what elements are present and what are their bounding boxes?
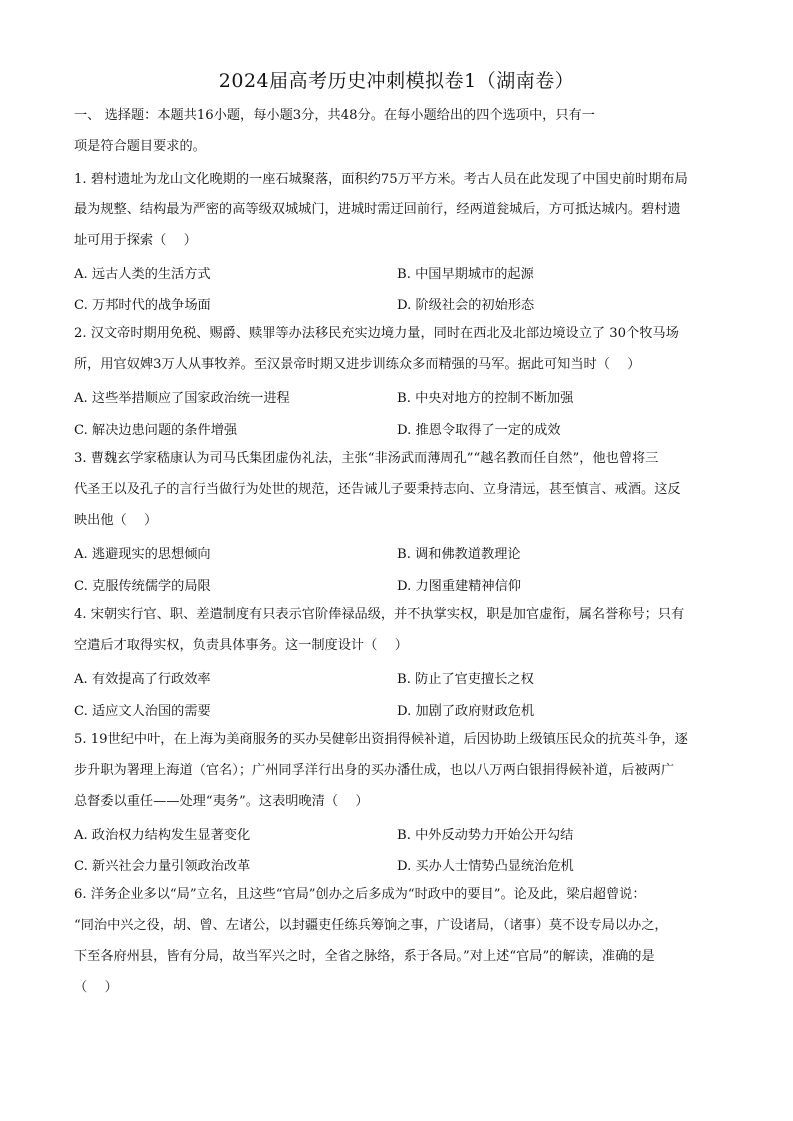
question-2-options-row-2 xyxy=(74,419,724,437)
question-3-option-d[interactable]: D. 力图重建精神信仰 xyxy=(397,579,521,594)
section-instruction-line-1: 一、 选择题：本题共16小题，每小题3分，共48分。在每小题给出的四个选项中，只有一 xyxy=(74,108,595,123)
question-4-option-c[interactable]: C. 适应文人治国的需要 xyxy=(74,704,211,719)
question-6-line-1: 6. 洋务企业多以“局”立名，且这些“官局”创办之后多成为“时政中的要目”。论及此，梁启超曾说： xyxy=(74,887,646,902)
page-title: 2024届高考历史冲刺模拟卷1（湖南卷） xyxy=(218,70,575,92)
question-1-options-row-2 xyxy=(74,294,724,312)
question-2-option-d[interactable]: D. 推恩令取得了一定的成效 xyxy=(397,423,561,438)
question-6-line-2: “同治中兴之役，胡、曾、左诸公，以封疆吏任练兵筹饷之事，广设诸局，（诸事）莫不设专局以办之， xyxy=(74,918,668,933)
question-2-option-b[interactable]: B. 中央对地方的控制不断加强 xyxy=(397,391,574,406)
question-3-line-1: 3. 曹魏玄学家嵇康认为司马氏集团虚伪礼法，主张“非汤武而薄周孔”“越名教而任自然”，他也曾将三 xyxy=(74,451,659,466)
question-3-options-row-2 xyxy=(74,575,724,593)
question-2-line-2: 所，用官奴婢3万人从事牧养。至汉景帝时期又进步训练众多而精强的马军。据此可知当时（ ） xyxy=(74,357,641,372)
question-1-option-a[interactable]: A. 远古人类的生活方式 xyxy=(74,267,211,282)
question-5-options-row-2 xyxy=(74,855,724,873)
question-5-option-d[interactable]: D. 买办人士情势凸显统治危机 xyxy=(397,859,574,874)
question-2-options-row-1 xyxy=(74,387,724,405)
question-5-option-a[interactable]: A. 政治权力结构发生显著变化 xyxy=(74,828,251,843)
question-4-options-row-2 xyxy=(74,700,724,718)
question-4-line-1: 4. 宋朝实行官、职、差遣制度有只表示官阶俸禄品级，并不执掌实权，职是加官虚衔，属名誉称号；只有 xyxy=(74,607,685,622)
question-5-line-3: 总督委以重任——处理“夷务”。这表明晚清（ ） xyxy=(74,794,369,809)
question-4-option-d[interactable]: D. 加剧了政府财政危机 xyxy=(397,704,535,719)
question-5-line-1: 5. 19世纪中叶，在上海为美商服务的买办吴健彰出资捐得候补道，后因协助上级镇压民众的抗英斗争，逐 xyxy=(74,732,688,747)
question-1-line-1: 1. 碧村遗址为龙山文化晚期的一座石城聚落，面积约75万平方米。考古人员在此发现了中国史前时期布局 xyxy=(74,172,688,187)
question-1-option-c[interactable]: C. 万邦时代的战争场面 xyxy=(74,298,211,313)
question-5-option-c[interactable]: C. 新兴社会力量引领政治改革 xyxy=(74,859,251,874)
question-5-line-2: 步升职为署理上海道（官名）；广州同孚洋行出身的买办潘仕成，也以八万两白银捐得候补道，后被两广 xyxy=(74,763,675,778)
question-5-option-b[interactable]: B. 中外反动势力开始公开勾结 xyxy=(397,828,574,843)
question-4-option-a[interactable]: A. 有效提高了行政效率 xyxy=(74,672,211,687)
question-3-line-3: 映出他（ ） xyxy=(74,513,158,528)
question-4-option-b[interactable]: B. 防止了官吏擅长之权 xyxy=(397,672,534,687)
question-3-option-a[interactable]: A. 逃避现实的思想倾向 xyxy=(74,547,211,562)
question-3-line-2: 代圣王以及孔子的言行当做行为处世的规范，还告诫儿子要秉持志向、立身清远，甚至慎言、戒酒。这反 xyxy=(74,482,681,497)
question-3-option-b[interactable]: B. 调和佛教道教理论 xyxy=(397,547,521,562)
question-3-options-row-1 xyxy=(74,543,724,561)
question-4-options-row-1 xyxy=(74,668,724,686)
question-5-options-row-1 xyxy=(74,824,724,842)
question-4-line-2: 空遣后才取得实权，负责具体事务。这一制度设计（ ） xyxy=(74,638,408,653)
question-1-line-2: 最为规整、结构最为严密的高等级双城城门，进城时需迂回前行，经两道瓮城后，方可抵达城内。碧村遗 xyxy=(74,202,681,217)
question-3-option-c[interactable]: C. 克服传统儒学的局限 xyxy=(74,579,211,594)
question-1-option-d[interactable]: D. 阶级社会的初始形态 xyxy=(397,298,535,313)
question-6-line-3: 下至各府州县，皆有分局，故当军兴之时，全省之脉络，系于各局。”对上述“官局”的解读，准确的是 xyxy=(74,949,655,964)
question-2-option-a[interactable]: A. 这些举措顺应了国家政治统一进程 xyxy=(74,391,290,406)
section-instruction-line-2: 项是符合题目要求的。 xyxy=(74,139,206,154)
question-1-line-3: 址可用于探索（ ） xyxy=(74,233,197,248)
question-1-option-b[interactable]: B. 中国早期城市的起源 xyxy=(397,267,534,282)
question-1-options-row-1 xyxy=(74,263,724,281)
question-6-line-4: （ ） xyxy=(74,980,118,995)
question-2-line-1: 2. 汉文帝时期用免税、赐爵、赎罪等办法移民充实边境力量，同时在西北及北部边境设立了 30个牧马场 xyxy=(74,326,679,341)
question-2-option-c[interactable]: C. 解决边患问题的条件增强 xyxy=(74,423,238,438)
